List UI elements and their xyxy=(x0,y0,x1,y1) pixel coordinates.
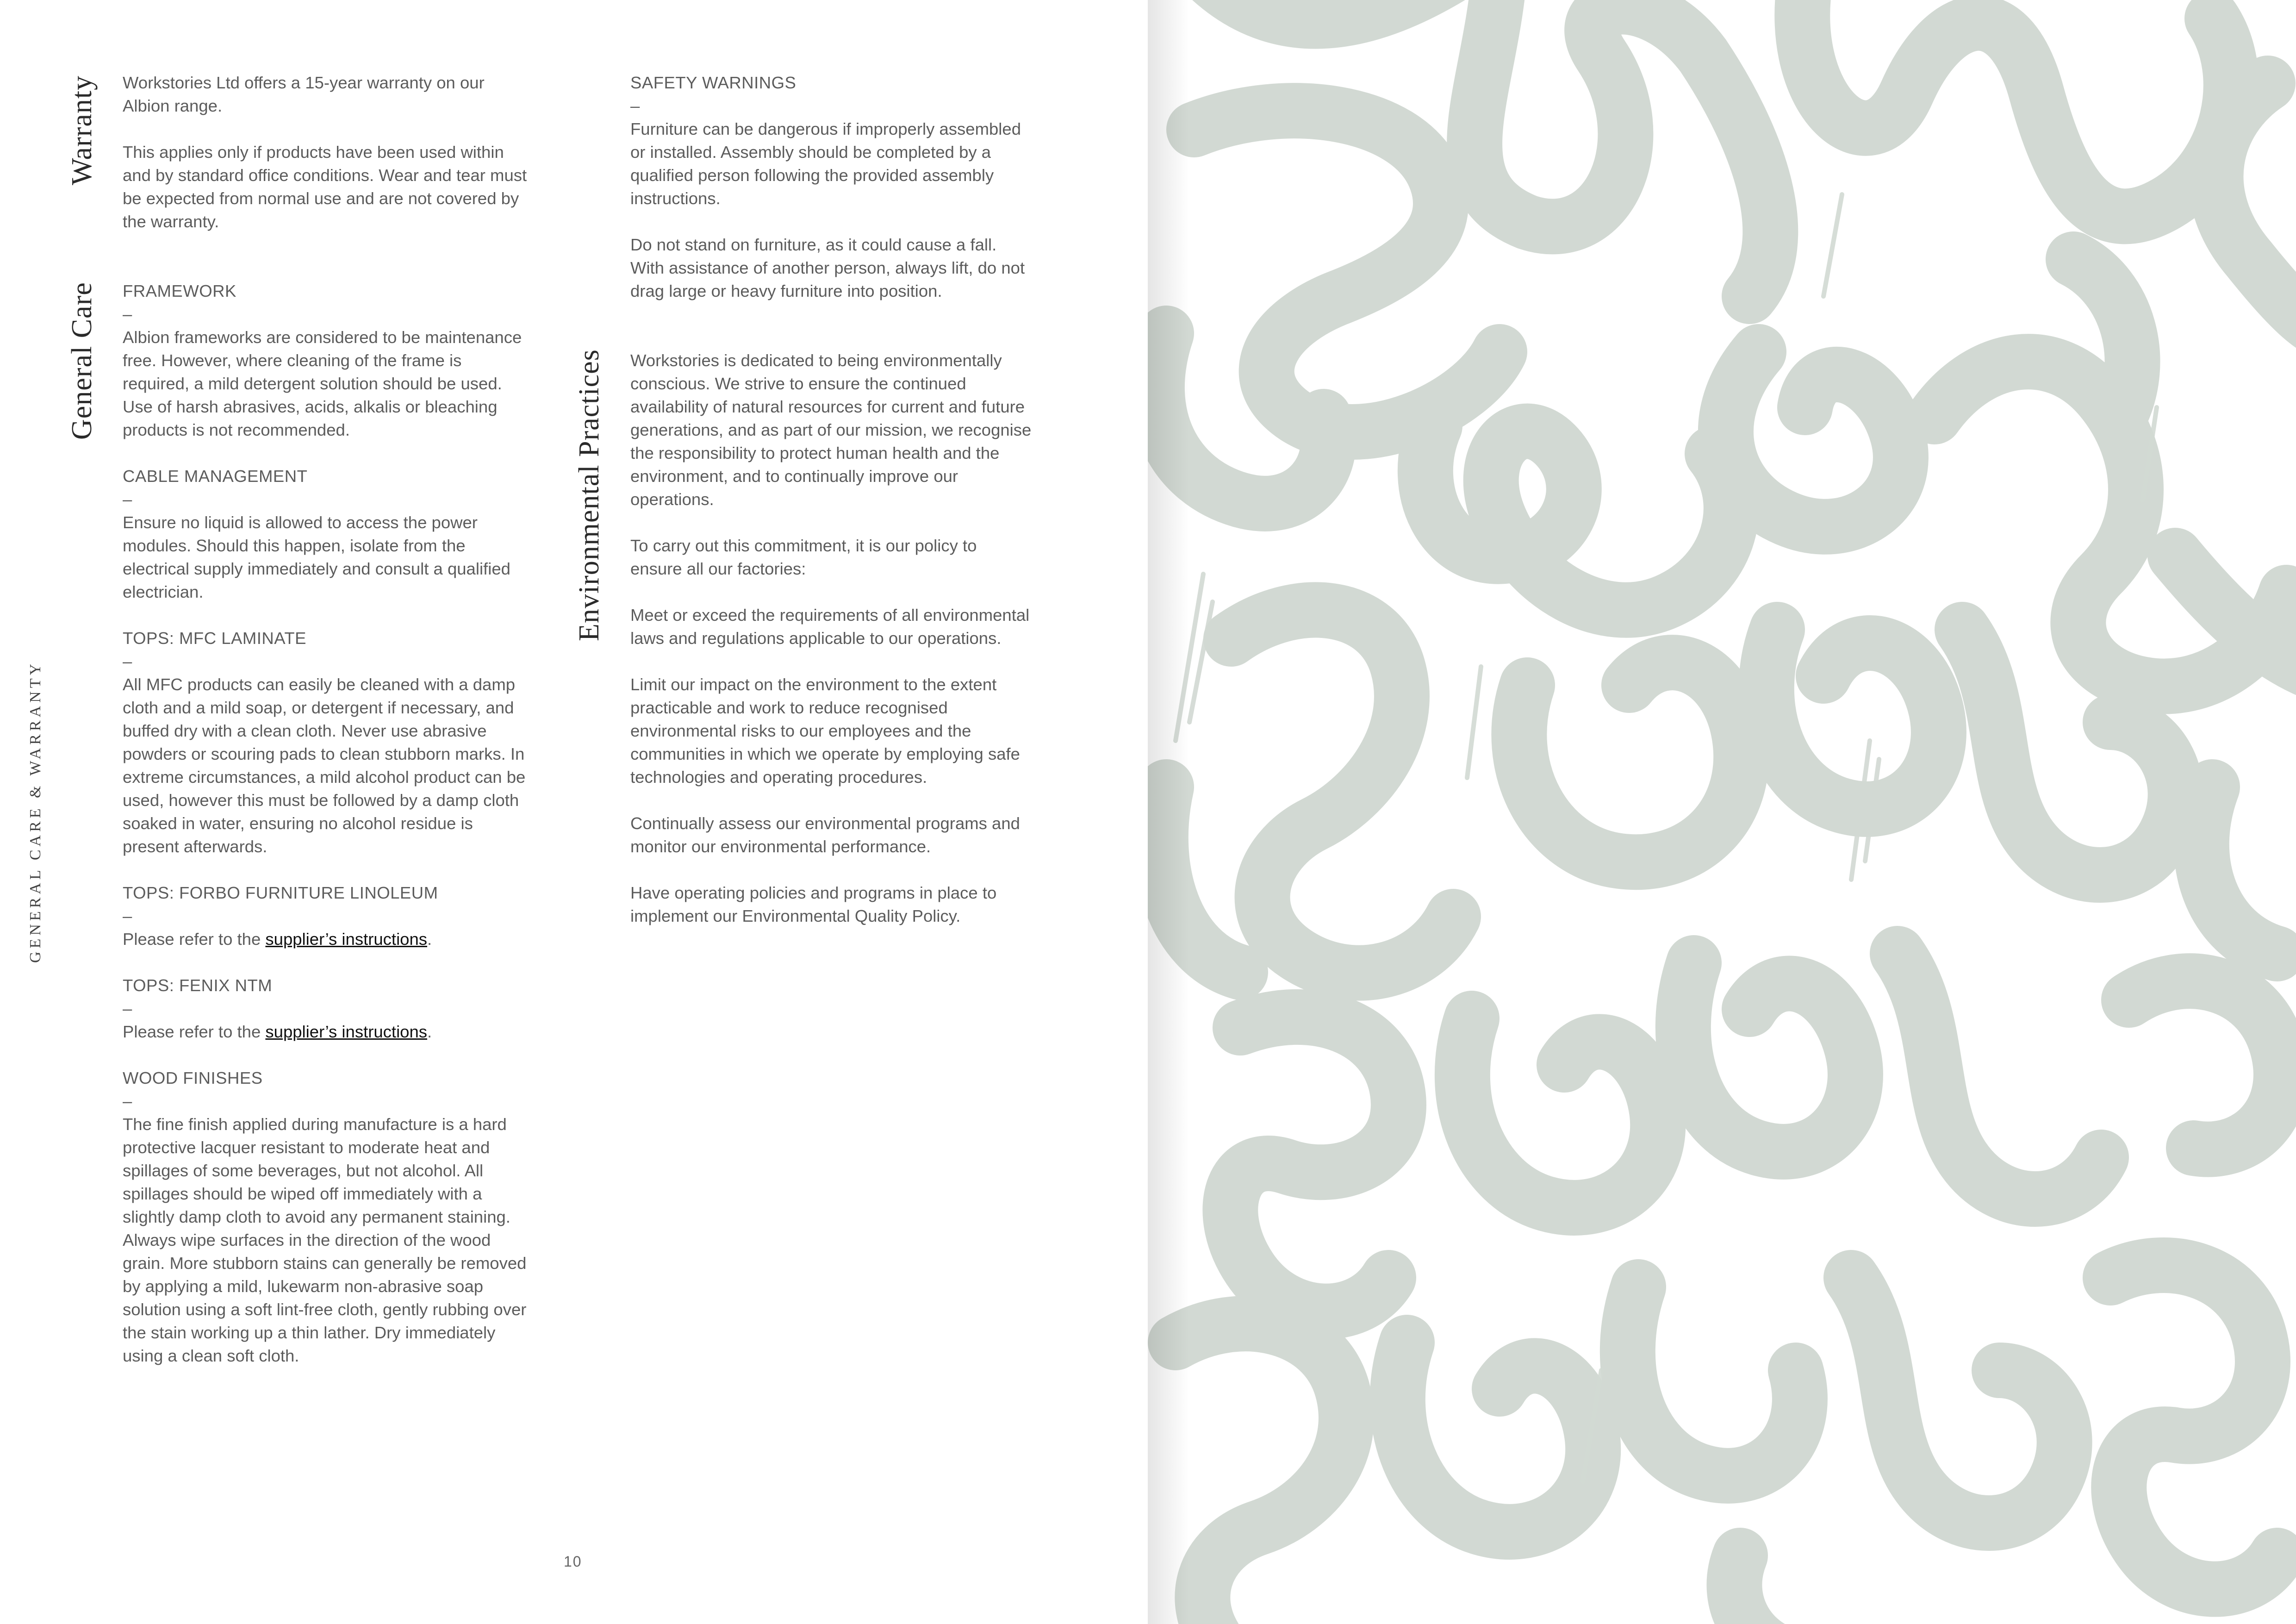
brush-stroke xyxy=(1398,1343,1593,1532)
general-care-title: General Care xyxy=(66,282,98,440)
forbo-linoleum-dash: – xyxy=(123,906,132,925)
framework-heading: FRAMEWORK xyxy=(123,281,236,300)
dry-brush-streak xyxy=(1467,667,1481,778)
page-number: 10 xyxy=(564,1553,582,1570)
brush-stroke xyxy=(2216,83,2296,333)
fenix-ntm-heading: TOPS: FENIX NTM xyxy=(123,976,273,995)
fenix-ntm-dash: – xyxy=(123,999,132,1018)
environmental-paragraph-1: Workstories is dedicated to being environmentally conscious. We strive to ensure the continued availability of natural resources for current and future generations, and as part of our mission, we recognise the responsibility to protect human health and the environment, and to continually improve our operations. xyxy=(630,351,1032,509)
general-care-column xyxy=(123,280,530,1368)
environmental-paragraph-2: To carry out this commitment, it is our policy to ensure all our factories: xyxy=(630,536,977,578)
forbo-supplier-instructions-link[interactable]: supplier’s instructions xyxy=(265,930,428,949)
brush-stroke xyxy=(1203,0,1472,21)
forbo-suffix: . xyxy=(427,930,432,949)
environmental-paragraph-3: Meet or exceed the requirements of all environmental laws and regulations applicable to our operations. xyxy=(630,606,1030,648)
mfc-laminate-heading: TOPS: MFC LAMINATE xyxy=(123,629,307,648)
warranty-paragraph-1: Workstories Ltd offers a 15-year warranty on our Albion range. xyxy=(123,73,485,115)
brush-stroke xyxy=(2110,1265,2277,1589)
fenix-ntm-text xyxy=(123,1020,530,1043)
wood-finishes-heading: WOOD FINISHES xyxy=(123,1068,263,1087)
warranty-title: Warranty xyxy=(66,75,98,185)
brush-stroke-pattern xyxy=(1148,0,2296,1624)
right-page-artwork xyxy=(1148,0,2296,1624)
mfc-laminate-dash: – xyxy=(123,652,132,671)
mfc-laminate-text: All MFC products can easily be cleaned with a damp cloth and a mild soap, or detergent if necessary, and buffed dry with a clean cloth. Never use abrasive powders or scouring pads to clean stubborn marks. In extreme circumstances, a mild alcohol product can be used, however this must be followed by a damp cloth soaked in water, ensuring no alcohol residue is present afterwards. xyxy=(123,675,526,856)
environmental-paragraph-5: Continually assess our environmental programs and monitor our environmental performance. xyxy=(630,814,1020,856)
brush-stroke xyxy=(2129,981,2281,1149)
cable-management-heading: CABLE MANAGEMENT xyxy=(123,467,308,486)
brush-stroke xyxy=(1802,0,2231,216)
forbo-linoleum-text xyxy=(123,928,530,951)
cable-management-text: Ensure no liquid is allowed to access the power modules. Should this happen, isolate from the electrical supply immediately and consult a qualified electrician. xyxy=(123,513,510,601)
brush-stroke xyxy=(1734,1555,1796,1624)
framework-dash: – xyxy=(123,305,132,324)
brush-stroke xyxy=(1231,610,1453,973)
brush-stroke xyxy=(2202,787,2277,954)
brush-stroke xyxy=(1176,1324,1346,1624)
gutter-shadow xyxy=(1148,0,1189,1624)
warranty-paragraph-2: This applies only if products have been used within and by standard office conditions. Wear and tear must be expected from normal use and are not covered by the warranty. xyxy=(123,143,527,231)
brush-stroke xyxy=(1726,352,1901,527)
dry-brush-streak xyxy=(1189,602,1213,722)
wood-finishes-text: The fine finish applied during manufacture is a hard protective lacquer resistant to moderate heat and spillages of some beverages, but not alcohol. All spillages should be wiped off immediately with a slightly damp cloth to avoid any permanent staining. Always wipe surfaces in the direction of the wood grain. More stubborn stains can generally be removed by applying a mild, lukewarm non-abrasive soap solution using a soft lint-free cloth, gently rubbing over the stain working up a thin lather. Dry immediately using a clean soft cloth. xyxy=(123,1115,527,1365)
brush-stroke xyxy=(1898,954,2101,1199)
safety-paragraph-1: Furniture can be dangerous if improperly assembled or installed. Assembly should be completed by a qualified person following the provided assembly instructions. xyxy=(630,119,1021,208)
wood-finishes-dash: – xyxy=(123,1092,132,1111)
environmental-paragraph-6: Have operating policies and programs in place to implement our Environmental Quality Policy. xyxy=(630,883,997,925)
forbo-prefix: Please refer to the xyxy=(123,930,266,949)
safety-warnings-dash: – xyxy=(630,96,640,115)
fenix-supplier-instructions-link[interactable]: supplier’s instructions xyxy=(265,1022,428,1041)
safety-column xyxy=(630,71,1033,303)
running-head: GENERAL CARE & WARRANTY xyxy=(27,660,44,963)
brush-stroke xyxy=(1425,426,1731,610)
brush-stroke xyxy=(1519,662,1741,862)
brush-stroke xyxy=(1475,0,1770,296)
dry-brush-streak xyxy=(1823,194,1842,296)
forbo-linoleum-heading: TOPS: FORBO FURNITURE LINOLEUM xyxy=(123,883,438,902)
warranty-column xyxy=(123,71,530,233)
fenix-prefix: Please refer to the xyxy=(123,1022,266,1041)
brush-stroke xyxy=(1230,1017,1399,1312)
brush-stroke xyxy=(1767,630,1939,809)
environmental-practices-title: Environmental Practices xyxy=(573,349,605,641)
environmental-column xyxy=(630,349,1033,928)
fenix-suffix: . xyxy=(427,1022,432,1041)
brush-stroke xyxy=(1194,111,1500,432)
safety-warnings-heading: SAFETY WARNINGS xyxy=(630,73,796,92)
cable-management-dash: – xyxy=(123,490,132,509)
environmental-paragraph-4: Limit our impact on the environment to the extent practicable and work to reduce recognised environmental risks to our employees and the communities in which we operate by employing safe technologies and operating procedures. xyxy=(630,675,1020,787)
brush-stroke xyxy=(1462,1018,1658,1208)
brush-stroke xyxy=(1851,1278,2065,1523)
framework-text: Albion frameworks are considered to be maintenance free. However, where cleaning of the frame is required, a mild detergent solution should be used. Use of harsh abrasives, acids, alkalis or bleaching products is not recommended. xyxy=(123,328,522,439)
brush-stroke xyxy=(1683,963,1855,1152)
brush-stroke xyxy=(1628,1287,1800,1476)
safety-paragraph-2: Do not stand on furniture, as it could cause a fall. With assistance of another person, always lift, do not drag large or heavy furniture into position. xyxy=(630,235,1025,300)
